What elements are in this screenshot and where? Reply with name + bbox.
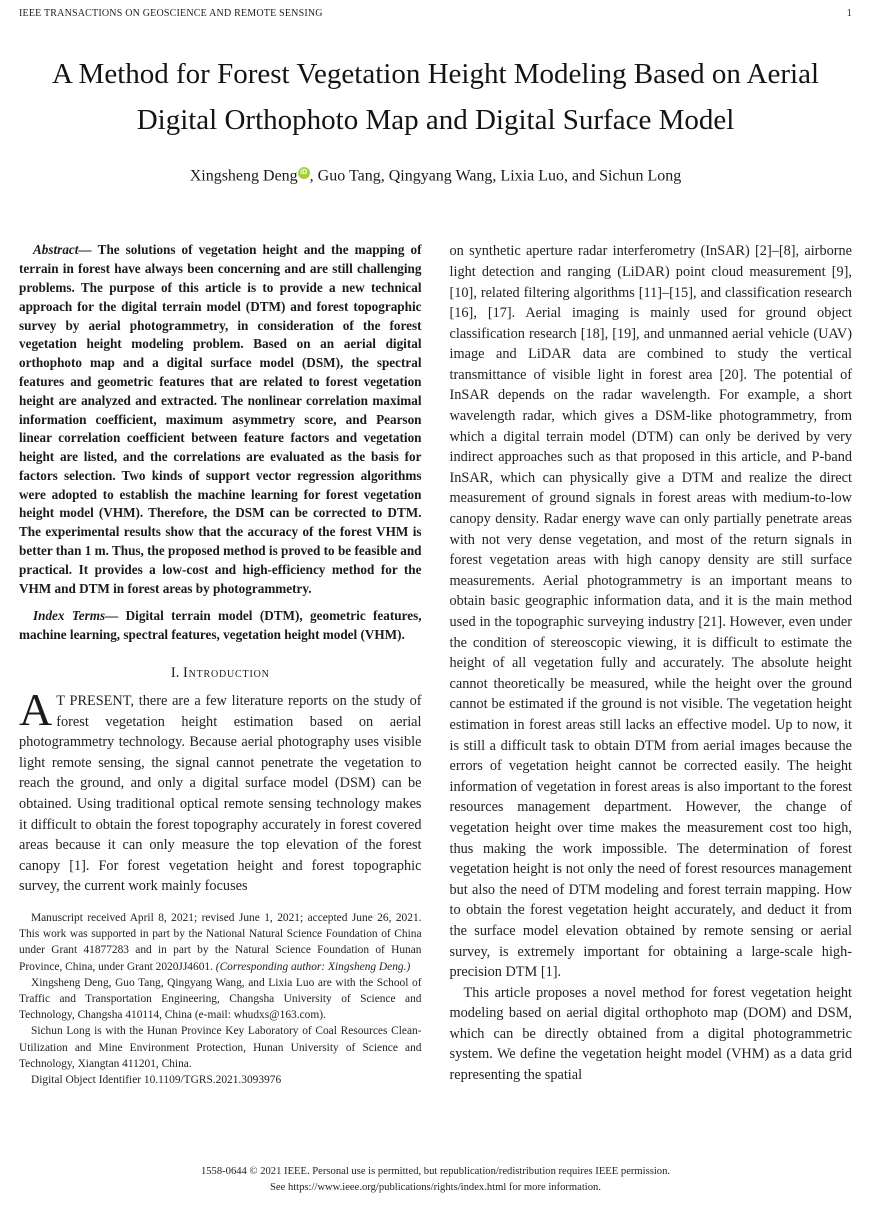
footer-line-1: 1558-0644 © 2021 IEEE. Personal use is permitted, but republication/redistribution requires IEEE permission. [200,1166,671,1177]
intro-paragraph-2: This article proposes a novel method for forest vegetation height modeling based on aerial digital orthophoto map (DOM) and DSM, which can be directly obtained from a digital photogrammetric system. We define the vegetation height model (VHM) as a data grid representing the spatial [449,984,852,1084]
intro-paragraph-1 [19,684,422,897]
two-column-body [19,241,852,1088]
copyright-footer [0,1164,871,1196]
section-heading-introduction [19,665,422,682]
footnote-affiliation-2: Sichun Long is with the Hunan Province Key Laboratory of Coal Resources Clean-Utilization and Mine Environment Protection, Hunan University of Science and Technology, Xiangtan 411201, China. [19,1025,422,1070]
index-terms [19,607,422,645]
author-first: Xingsheng Deng [189,167,298,185]
column-right [450,241,853,1088]
column-left [19,241,422,1088]
footnote-doi: Digital Object Identifier 10.1109/TGRS.2021.3093976 [31,1074,282,1087]
footnote-manuscript-text: Manuscript received April 8, 2021; revised June 1, 2021; accepted June 26, 2021. This work was supported in part by the National Natural Science Foundation of China under Grant 41877283 and in part by the Natural Science Foundation of Hunan Province, China, under Grant 2020JJ4601. [19,912,422,973]
running-head [19,8,852,19]
footnote-corresponding-author: (Corresponding author: Xingsheng Deng.) [215,960,411,973]
author-rest: , Guo Tang, Qingyang Wang, Lixia Luo, and Sichun Long [309,167,682,185]
abstract-text: The solutions of vegetation height and the mapping of terrain in forest have always been concerning and are still challenging problems. The purpose of this article is to provide a new technical approach for the digital terrain model (DTM) and forest topographic survey by aerial photogrammetry, in consideration of the forest vegetation height modeling problem. Based on an aerial digital orthophoto map and a digital surface model (DSM), the spectral features and geometric features that are related to forest vegetation height are analyzed and extracted. The nonlinear correlation maximal information coefficient, maximum asymmetry score, and Pearson linear correlation coefficient between feature factors and vegetation height are listed, and the correlations are evaluated as the basis for factors selection. Two kinds of support vector regression algorithms were adopted to establish the machine learning for forest vegetation height model (VHM). Therefore, the DSM can be corrected to DTM. The experimental results show that the accuracy of the forest VHM is better than 1 m. Thus, the proposed method is proved to be feasible and practical. It provides a low-cost and high-efficiency method for the VHM and DTM in forest areas by photogrammetry. [19,242,422,596]
journal-name: IEEE TRANSACTIONS ON GEOSCIENCE AND REMOTE SENSING [19,8,323,19]
author-line [19,167,852,185]
intro-dropcap: A [19,684,53,736]
abstract-label: Abstract— [33,242,98,258]
index-terms-text: Digital terrain model (DTM), geometric features, machine learning, spectral features, vegetation height model (VHM). [19,608,422,643]
page-number: 1 [846,8,852,19]
intro-paragraph-1-continued: on synthetic aperture radar interferometry (InSAR) [2]–[8], airborne light detection and ranging (LiDAR) point cloud measurement [9], [10], related filtering algorithms [11]–[15], and classification research [16], [17]. Aerial imaging is mainly used for ground object classification research [18], [19], and unmanned aerial vehicle (UAV) image and LiDAR data are combined to study the vertical transmittance of visible light in forest area [20]. The potential of InSAR depends on the radar wavelength. For example, a short wavelength radar, which gives a DSM-like photogrammetry, from which a digital terrain model (DTM) can only be derived by very indirect approaches such as that proposed in this article, and P-band InSAR, which can physically give a DTM and realize the direct measurement of ground signals in forest areas with medium-to-low canopy density. Radar energy wave can only partially penetrate areas with not very dense vegetation, and most of the return signals in forest vegetation areas with high canopy density are still surface measurements. Aerial photogrammetry is an important means to obtain basic geographic information data, and it is the main method used in the topographic surveying industry [21]. However, even under the condition of stereoscopic viewing, it is difficult to estimate the height of all vegetation fully and accurately. The absolute height cannot theoretically be measured, while the height over the ground cannot be estimated if the ground is not visible. The vegetation height estimation in forest areas still lacks an effective model. Up to now, it is still a difficult task to obtain DTM from aerial images because the errors of vegetation height cannot be corrected easily. The height information of vegetation in forest areas is also important to the forest resources management department. However, the change of vegetation height over time makes the measurement cost too high, thus making the work impossible. The determination of forest vegetation height is not only the need of forest resources management but also the need of DTM modeling and forest terrain mapping. How to obtain the forest vegetation height accurately, and deduct it from the surface model elevation obtained by remote sensing or aerial survey, is extremely important for obtaining a large-scale high-precision DTM [1]. [449,243,852,981]
footnote-manuscript [19,910,422,975]
section-title: Introduction [182,665,270,682]
section-number: I. [170,665,180,682]
abstract-paragraph [19,241,422,598]
footnote-affiliation-1: Xingsheng Deng, Guo Tang, Qingyang Wang, and Lixia Luo are with the School of Traffic and Transportation Engineering, Changsha University of Science and Technology, Changsha 410114, China (e-mail: whudxs@163.com). [19,976,422,1022]
index-terms-label: Index Terms— [33,608,126,624]
orcid-icon[interactable]: iD [298,167,310,179]
footer-line-2: See https://www.ieee.org/publications/rights/index.html for more information. [270,1182,601,1193]
paper-title: A Method for Forest Vegetation Height Modeling Based on Aerial Digital Orthophoto Map and Digital Surface Model [51,58,820,136]
intro-paragraph-1-text: T PRESENT, there are a few literature reports on the study of forest vegetation height estimation based on aerial photogrammetry technology. Because aerial photography uses visible light remote sensing, the signal cannot penetrate the vegetation to reach the ground, and only a digital surface model (DSM) can be obtained. Using traditional optical remote sensing technology makes it difficult to obtain the forest topography accurately in forest covered areas because it can only measure the top elevation of the forest canopy [1]. For forest vegetation height and forest topographic survey, the current work mainly focuses [19,693,422,895]
first-page-footnotes [19,910,422,1088]
